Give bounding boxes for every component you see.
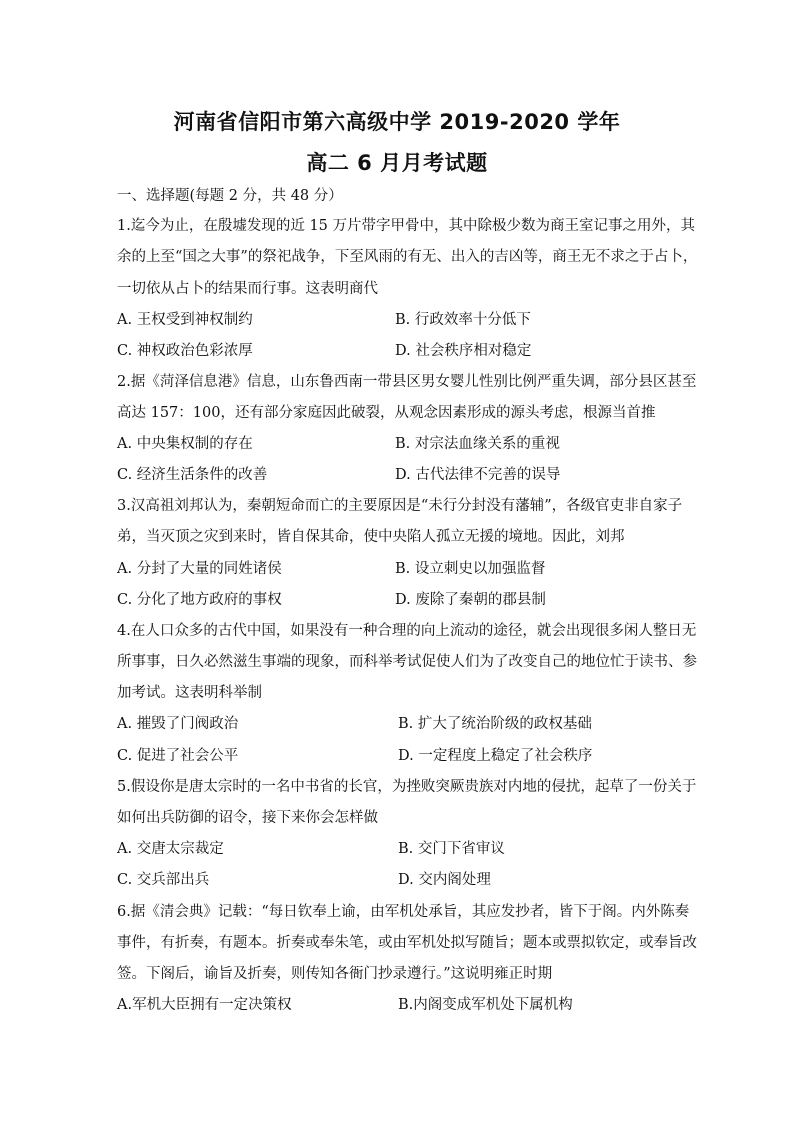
question-3-option-d: D. 废除了秦朝的郡县制 [395,592,546,608]
question-2-line-1: 2.据《菏泽信息港》信息，山东鲁西南一带县区男女婴儿性别比例严重失调，部分县区甚至 [117,374,697,390]
question-5-line-1: 5.假设你是唐太宗时的一名中书省的长官，为挫败突厥贵族对内地的侵扰，起草了一份关于 [117,779,697,795]
question-6-line-3: 签。下阁后，谕旨及折奏，则传知各衙门抄录遵行。”这说明雍正时期 [117,966,553,982]
question-4-line-1: 4.在人口众多的古代中国，如果没有一种合理的向上流动的途径，就会出现很多闲人整日无 [117,623,697,639]
question-3-line-2: 弟，当灭顶之灾到来时，皆自保其命，使中央陷人孤立无援的境地。因此，刘邦 [117,529,625,545]
exam-subtitle: 高二 6 月月考试题 [306,151,488,175]
question-4-option-d: D. 一定程度上稳定了社会秩序 [398,748,593,764]
question-1-line-2: 余的上至“国之大事”的祭祀战争，下至风雨的有无、出入的吉凶等，商王无不求之于占卜， [117,249,698,265]
question-1-line-1: 1.迄今为止，在殷墟发现的近 15 万片带字甲骨中，其中除极少数为商王室记事之用外，其 [117,218,695,234]
question-1-option-c: C. 神权政治色彩浓厚 [117,343,253,359]
question-2-option-b: B. 对宗法血缘关系的重视 [395,436,560,452]
question-2-option-a: A. 中央集权制的存在 [117,436,253,452]
exam-title: 河南省信阳市第六高级中学 2019-2020 学年 [173,110,621,134]
question-1-option-d: D. 社会秩序相对稳定 [395,343,532,359]
question-5-option-d: D. 交内阁处理 [398,872,491,888]
question-5-option-a: A. 交唐太宗裁定 [117,841,224,857]
question-4-option-b: B. 扩大了统治阶级的政权基础 [398,716,592,732]
question-6-option-b: B.内阁变成军机处下属机构 [398,997,573,1013]
question-3-option-c: C. 分化了地方政府的事权 [117,592,282,608]
question-5-line-2: 如何出兵防御的诏令，接下来你会怎样做 [117,810,378,826]
question-2-line-2: 高达 157：100，还有部分家庭因此破裂，从观念因素形成的源头考虑，根源当首推 [117,405,656,421]
question-2-option-d: D. 古代法律不完善的误导 [395,467,561,483]
question-3-line-1: 3.汉高祖刘邦认为，秦朝短命而亡的主要原因是“未行分封没有藩辅”，各级官吏非自家子 [117,498,683,514]
question-4-line-3: 加考试。这表明科举制 [117,685,262,701]
question-5-option-c: C. 交兵部出兵 [117,872,210,888]
question-4-option-c: C. 促进了社会公平 [117,748,239,764]
section-heading: 一、选择题(每题 2 分，共 48 分） [117,188,343,204]
question-6-line-2: 事件，有折奏，有题本。折奏或奉朱笔，或由军机处拟写随旨；题本或票拟钦定，或奉旨改 [117,935,697,951]
question-3-option-a: A. 分封了大量的同姓诸侯 [117,561,282,577]
question-6-option-a: A.军机大臣拥有一定决策权 [117,997,292,1013]
question-1-line-3: 一切依从占卜的结果而行事。这表明商代 [117,281,378,297]
question-4-option-a: A. 摧毁了门阀政治 [117,716,239,732]
question-1-option-a: A. 王权受到神权制约 [117,312,253,328]
question-6-line-1: 6.据《清会典》记载：“每日钦奉上谕，由军机处承旨，其应发抄者，皆下于阁。内外陈奏 [117,904,690,920]
question-2-option-c: C. 经济生活条件的改善 [117,467,268,483]
question-3-option-b: B. 设立刺史以加强监督 [395,561,546,577]
question-1-option-b: B. 行政效率十分低下 [395,312,531,328]
question-5-option-b: B. 交门下省审议 [398,841,505,857]
question-4-line-2: 所事事，日久必然滋生事端的现象，而科举考试促使人们为了改变自己的地位忙于读书、参 [117,654,697,670]
